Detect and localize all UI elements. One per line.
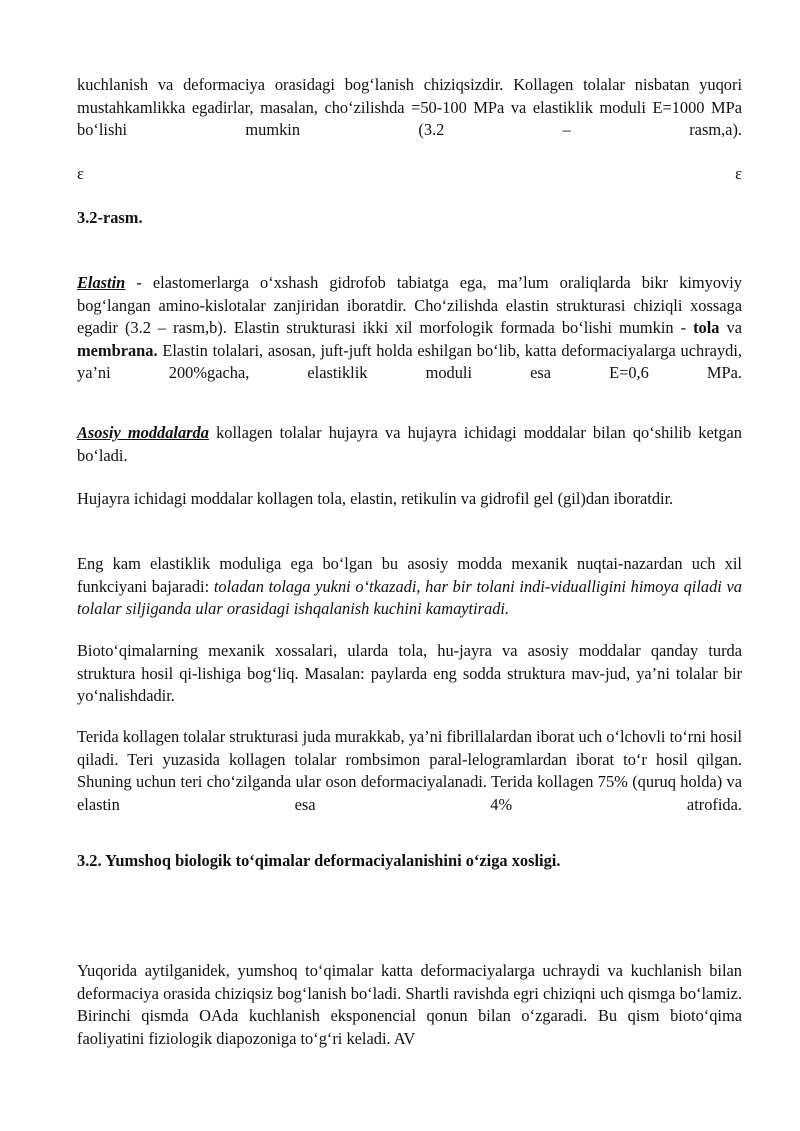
paragraph-elastin — [77, 272, 742, 385]
paragraph-biotoqima: Bioto‘qimalarning mexanik xossalari, ularda tola, hu-jayra va asosiy moddalar qanday turda struktura hosil qi-lishiga bog‘liq. Masalan: paylarda eng sodda struktura mav-jud, ya’ni tolalar bir yo‘nalishdadir. — [77, 641, 742, 706]
eng-kam-text: Eng kam elastiklik moduliga ega bo‘lgan bu asosiy modda mexanik nuqtai-nazardan uch xil funkciyani bajaradi: — [77, 554, 742, 596]
figure-axis-labels — [77, 163, 742, 186]
paragraph-hujayra: Hujayra ichidagi moddalar kollagen tola, elastin, retikulin va gidrofil gel (gil)dan iboratdir. — [77, 489, 674, 508]
section-heading: 3.2. Yumshoq biologik to‘qimalar deformaciyalanishini o‘ziga xosligi. — [77, 851, 561, 870]
epsilon-right-label: ε — [735, 164, 742, 183]
term-asosiy-moddalarda: Asosiy moddalarda — [77, 423, 209, 442]
term-elastin: Elastin — [77, 273, 126, 292]
paragraph-yuqorida: Yuqorida aytilganidek, yumshoq to‘qimalar katta deformaciyalarga uchraydi va kuchlanish bilan deformaciya orasida chiziqsiz bog‘lanish bo‘ladi. Shartli ravishda egri chiziqni uch qismga bo‘lamiz. Birinchi qismda OAda kuchlanish eksponencial qonun bilan o‘zgaradi. Bu qism bioto‘qima faoliyatini fiziologik diapozoniga to‘g‘ri keladi. AV — [77, 961, 742, 1048]
asosiy-text: kollagen tolalar hujayra va hujayra ichidagi moddalar bilan qo‘shilib ketgan bo‘ladi. — [77, 423, 742, 465]
paragraph-kollagen: kuchlanish va deformaciya orasidagi bog‘lanish chiziqsizdir. Kollagen tolalar nisbatan yuqori mustahkamlikka egadirlar, masalan, cho‘zilishda =50-100 MPa va elastiklik moduli E=1000 MPa bo‘lishi mumkin (3.2 – rasm,a). — [77, 75, 742, 140]
elastin-text-3: Elastin tolalari, asosan, juft-juft holda eshilgan bo‘lib, katta deformaciyalarga uchraydi, ya’ni 200%gacha, elastiklik moduli esa E=0,6 MPa. — [77, 340, 742, 383]
term-tola: tola — [693, 318, 720, 338]
paragraph-eng-kam — [77, 553, 742, 621]
functions-italic-text: toladan tolaga yukni o‘tkazadi, har bir tolani indi-vidualligini himoya qiladi va tolalar siljiganda ular orasidagi ishqalanish kuchini kamaytiradi. — [77, 576, 743, 619]
figure-caption: 3.2-rasm. — [77, 208, 143, 227]
paragraph-asosiy-moddalar — [77, 422, 742, 467]
elastin-text-1: - elastomerlarga o‘xshash gidrofob tabiatga ega, ma’lum oraliqlarda bikr kimyoviy bog‘langan amino-kislotalar zanjiridan iboratdir. Cho‘zilishda elastin strukturasi chiziqli xossaga egadir (3.2 – rasm,b). Elastin strukturasi ikki xil morfologik formada bo‘lishi mumkin - — [77, 273, 742, 338]
elastin-text-2: va — [719, 318, 742, 338]
epsilon-left-label: ε — [77, 164, 84, 183]
paragraph-terida: Terida kollagen tolalar strukturasi juda murakkab, ya’ni fibrillalardan iborat uch o‘lchovli to‘rni hosil qiladi. Teri yuzasida kollagen tolalar rombsimon paral-lelogramlardan iborat to‘r hosil qilgan. Shuning uchun teri cho‘zilganda ular oson deformaciyalanadi. Terida kollagen 75% (quruq holda) va elastin esa 4% atrofida. — [77, 727, 742, 814]
term-membrana: membrana. — [77, 340, 158, 360]
